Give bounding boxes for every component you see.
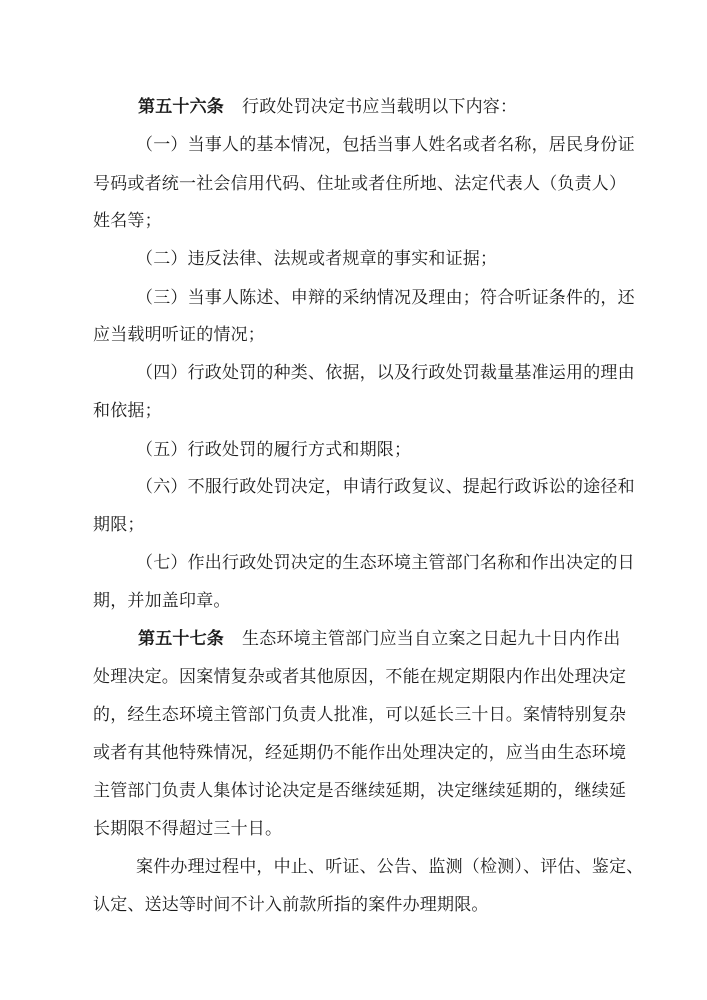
article-57-line-2: 的，经生态环境主管部门负责人批准，可以延长三十日。案情特别复杂 (93, 705, 627, 725)
article-56-item-3-line-1: （三）当事人陈述、申辩的采纳情况及理由；符合听证条件的，还 (136, 288, 635, 308)
article-57-intro: 生态环境主管部门应当自立案之日起九十日内作出 (242, 629, 621, 649)
article-57-line-3: 或者有其他特殊情况，经延期仍不能作出处理决定的，应当由生态环境 (93, 743, 627, 763)
article-56-number: 第五十六条 (138, 97, 224, 117)
article-57-line-4: 主管部门负责人集体讨论决定是否继续延期，决定继续延期的，继续延 (93, 781, 627, 801)
article-57-heading-line (0, 628, 707, 650)
article-56-item-7-line-2: 期，并加盖印章。 (93, 591, 231, 611)
article-56-item-1-line-2: 号码或者统一社会信用代码、住址或者住所地、法定代表人（负责人） (93, 174, 627, 194)
article-57-number: 第五十七条 (138, 629, 224, 649)
article-56-item-6-line-2: 期限； (93, 515, 145, 535)
article-56-item-1-line-3: 姓名等； (93, 211, 162, 231)
article-57-para-2-line-1: 案件办理过程中，中止、听证、公告、监测（检测）、评估、鉴定、 (136, 857, 644, 877)
article-56-item-4-line-1: （四）行政处罚的种类、依据，以及行政处罚裁量基准运用的理由 (136, 363, 635, 383)
article-56-heading-line (0, 96, 707, 118)
article-57-para-2-line-2: 认定、送达等时间不计入前款所指的案件办理期限。 (93, 895, 489, 915)
article-57-line-1: 处理决定。因案情复杂或者其他原因，不能在规定期限内作出处理决定 (93, 667, 627, 687)
article-56-intro: 行政处罚决定书应当载明以下内容： (242, 97, 518, 117)
article-56-item-5: （五）行政处罚的履行方式和期限； (136, 440, 412, 460)
article-57-line-5: 长期限不得超过三十日。 (93, 819, 283, 839)
article-56-item-2: （二）违反法律、法规或者规章的事实和证据； (136, 249, 498, 269)
article-56-item-7-line-1: （七）作出行政处罚决定的生态环境主管部门名称和作出决定的日 (136, 553, 635, 573)
article-56-item-3-line-2: 应当载明听证的情况； (93, 325, 265, 345)
article-56-item-1-line-1: （一）当事人的基本情况，包括当事人姓名或者名称，居民身份证 (136, 135, 635, 155)
article-56-item-4-line-2: 和依据； (93, 401, 162, 421)
article-56-item-6-line-1: （六）不服行政处罚决定，申请行政复议、提起行政诉讼的途径和 (136, 477, 635, 497)
